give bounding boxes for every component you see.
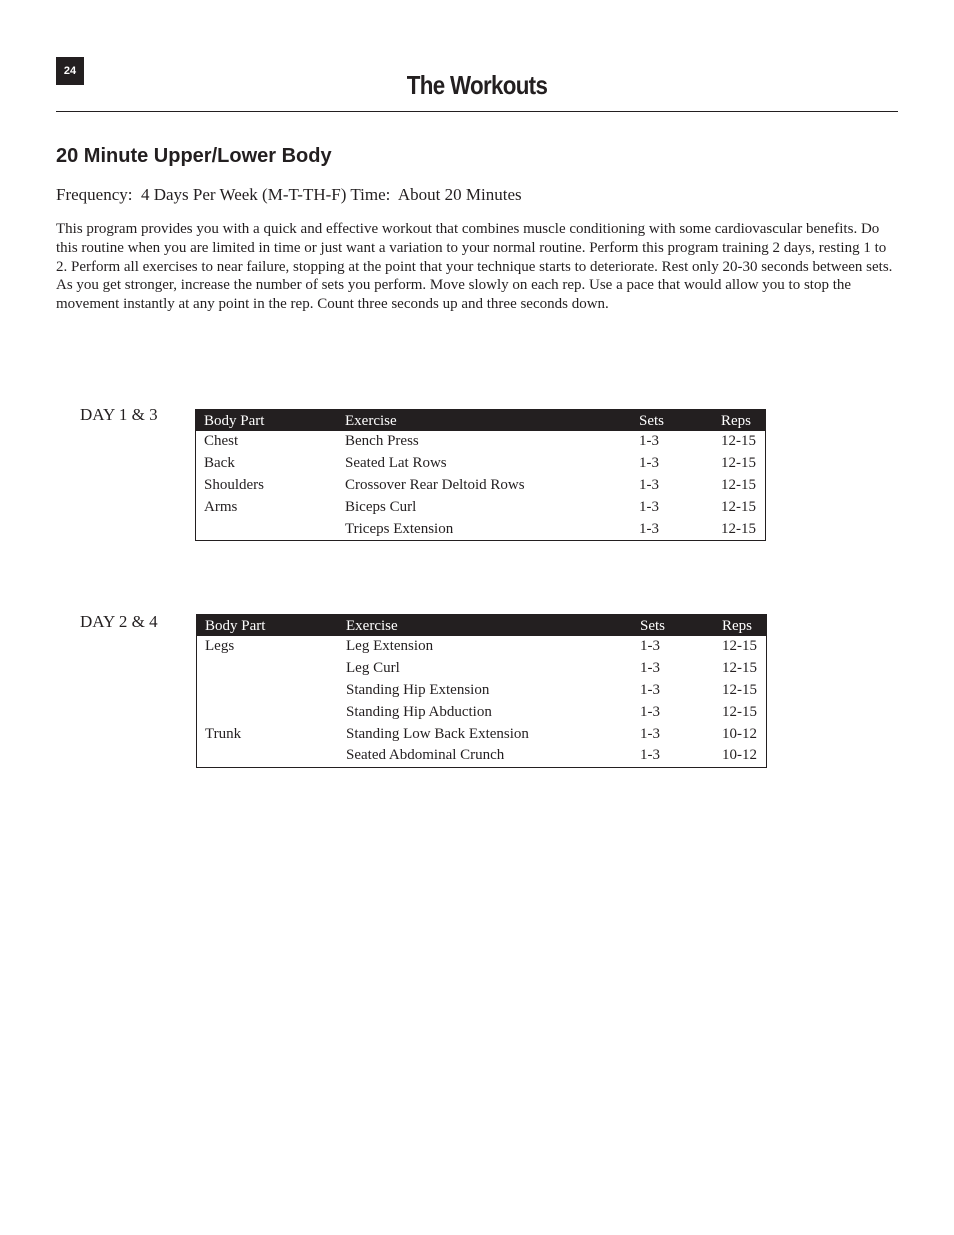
table-header-row	[196, 410, 766, 432]
cell-exercise: Seated Abdominal Crunch	[346, 747, 505, 764]
header-body-part: Body Part	[196, 410, 346, 432]
cell-body-part: Shoulders	[204, 476, 264, 493]
cell-sets: 1-3	[640, 747, 660, 764]
cell-sets: 1-3	[639, 433, 659, 450]
cell-reps: 12-15	[721, 498, 756, 515]
cell-exercise: Standing Hip Extension	[346, 681, 490, 698]
day-2-4-table	[196, 614, 767, 768]
cell-body-part: Legs	[205, 638, 235, 655]
day-1-3-table	[195, 409, 766, 541]
cell-exercise: Standing Hip Abduction	[346, 703, 492, 720]
day-1-3-label: DAY 1 & 3	[80, 405, 158, 424]
cell-body-part	[197, 658, 347, 680]
cell-sets: 1-3	[640, 681, 660, 698]
cell-sets: 1-3	[639, 455, 659, 472]
header-exercise: Exercise	[345, 410, 639, 432]
title-divider	[56, 111, 898, 112]
cell-sets: 1-3	[640, 725, 660, 742]
table-row	[197, 723, 767, 745]
cell-sets: 1-3	[640, 638, 660, 655]
cell-exercise: Triceps Extension	[345, 520, 454, 537]
page-number: 24	[56, 57, 84, 85]
cell-exercise: Leg Extension	[346, 638, 434, 655]
cell-body-part	[196, 518, 346, 540]
table-row	[197, 636, 767, 658]
cell-reps: 12-15	[722, 703, 757, 720]
program-description: This program provides you with a quick and effective workout that combines muscle conditioning with some cardiovascular benefits. Do this routine when you are limited in time or just want a variation to your normal routine. Perform this program training 2 days, resting 1 to 2. Perform all exercises to near failure, stopping at the point that your technique starts to deteriorate. Rest only 20-30 seconds between sets. As you get stronger, increase the number of sets you perform. Move slowly on each rep. Use a pace that would allow you to stop the movement instantly at any point in the rep. Count three seconds up and three seconds down.	[56, 221, 893, 313]
cell-sets: 1-3	[639, 498, 659, 515]
cell-reps: 12-15	[721, 520, 756, 537]
cell-body-part: Arms	[204, 498, 238, 515]
table-row	[197, 658, 767, 680]
header-reps: Reps	[722, 615, 767, 637]
cell-reps: 12-15	[721, 455, 756, 472]
table-row	[196, 496, 766, 518]
cell-reps: 12-15	[721, 476, 756, 493]
table-header-row	[197, 615, 767, 637]
cell-sets: 1-3	[639, 520, 659, 537]
cell-body-part	[197, 745, 347, 767]
cell-body-part: Trunk	[205, 725, 242, 742]
section-heading: 20 Minute Upper/Lower Body	[56, 145, 332, 167]
header-reps: Reps	[721, 410, 766, 432]
cell-reps: 12-15	[722, 660, 757, 677]
cell-sets: 1-3	[640, 703, 660, 720]
header-sets: Sets	[640, 615, 722, 637]
cell-exercise: Crossover Rear Deltoid Rows	[345, 476, 525, 493]
table-row	[196, 475, 766, 497]
table-row	[197, 745, 767, 767]
cell-body-part: Back	[204, 455, 235, 472]
cell-exercise: Seated Lat Rows	[345, 455, 447, 472]
table-row	[196, 453, 766, 475]
cell-reps: 12-15	[722, 681, 757, 698]
frequency-line: Frequency: 4 Days Per Week (M-T-TH-F) Time: About 20 Minutes	[56, 185, 522, 204]
cell-reps: 12-15	[721, 433, 756, 450]
cell-reps: 10-12	[722, 725, 757, 742]
cell-exercise: Bench Press	[345, 433, 419, 450]
table-row	[197, 680, 767, 702]
page-title: The Workouts	[406, 70, 548, 100]
table-row	[196, 431, 766, 453]
cell-reps: 12-15	[722, 638, 757, 655]
cell-exercise: Standing Low Back Extension	[346, 725, 529, 742]
header-exercise: Exercise	[346, 615, 640, 637]
cell-body-part	[197, 680, 347, 702]
cell-sets: 1-3	[639, 476, 659, 493]
table-row	[196, 518, 766, 540]
table-row	[197, 701, 767, 723]
header-body-part: Body Part	[197, 615, 347, 637]
cell-exercise: Biceps Curl	[345, 498, 417, 515]
cell-sets: 1-3	[640, 660, 660, 677]
cell-body-part	[197, 701, 347, 723]
cell-reps: 10-12	[722, 747, 757, 764]
day-2-4-label: DAY 2 & 4	[80, 612, 158, 631]
cell-body-part: Chest	[204, 433, 239, 450]
header-sets: Sets	[639, 410, 721, 432]
cell-exercise: Leg Curl	[346, 660, 400, 677]
